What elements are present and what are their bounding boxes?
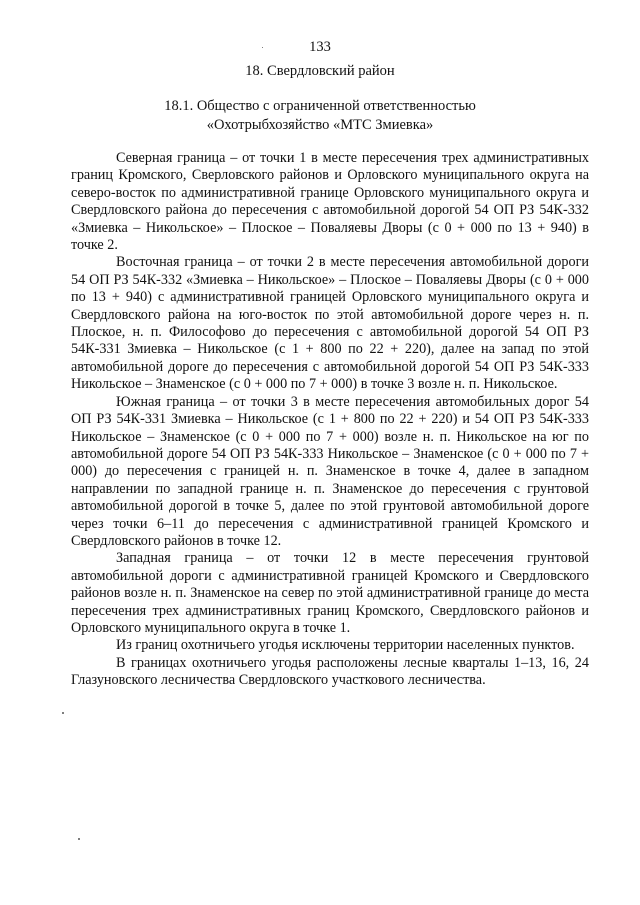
subsection-title-line-2: «Охотрыбхозяйство «МТС Змиевка» — [206, 116, 434, 133]
scan-speck — [62, 712, 64, 714]
paragraph-exclusions: Из границ охотничьего угодья исключены территории населенных пунктов. — [116, 637, 575, 654]
subsection-title — [0, 97, 640, 134]
paragraph-east-border: Восточная граница – от точки 2 в месте пересечения автомобильной дороги 54 ОП РЗ 54К-332 «Змиевка – Никольское» – Плоское – Поваляевы Дворы (с 0 + 000 по 13 + 940) с административной границей Орловского муниципального округа и Свердловского района на юго-восток по этой автомобильной дороге через н. п. Плоское, н. п. Философово до пересечения с автомобильной дорогой 54 ОП РЗ 54К-331 Змиевка – Никольское (с 1 + 800 по 22 + 220), далее на запад по этой автомобильной дороге до пересечения с автомобильной дорогой 54 ОП РЗ 54К-333 Никольское – Знаменское (с 0 + 000 по 7 + 000) в точке 3 возле н. п. Никольское. — [71, 254, 589, 393]
section-title: 18. Свердловский район — [245, 63, 395, 79]
paragraph-south-border: Южная граница – от точки 3 в месте пересечения автомобильных дорог 54 ОП РЗ 54К-331 Змиевка – Никольское (с 1 + 800 по 22 + 220) и 54 ОП РЗ 54К-333 Никольское – Знаменское (с 0 + 000 по 7 + 000) возле н. п. Никольское на юг по автомобильной дороге 54 ОП РЗ 54К-333 Никольское – Знаменское (с 0 + 000 по 7 + 000) до пересечения с границей н. п. Знаменское в точке 4, далее в западном направлении по западной границе н. п. Знаменское до пересечения с грунтовой автомобильной дорогой в точке 5, далее по этой грунтовой автомобильной дороге через точки 6–11 до пересечения с административной границей Кромского и Свердловского районов в точке 12. — [71, 393, 589, 549]
paragraph-north-border: Северная граница – от точки 1 в месте пересечения трех административных границ Кромского, Сверловского районов и Орловского муниципального округа на северо-восток по административной границе Орловского муниципального округа и Свердловского района до пересечения с автомобильной дорогой 54 ОП РЗ 54К-332 «Змиевка – Никольское» – Плоское – Поваляевы Дворы (с 0 + 000 по 13 + 940) в точке 2. — [71, 150, 589, 254]
document-body — [71, 150, 589, 690]
scan-speck — [78, 838, 80, 840]
paragraph-forest-quarters: В границах охотничьего угодья расположены лесные кварталы 1–13, 16, 24 Глазуновского лесничества Свердловского участкового лесничества. — [71, 654, 589, 689]
subsection-title-line-1: 18.1. Общество с ограниченной ответственностью — [164, 98, 476, 114]
page-number: 133 — [309, 39, 331, 55]
scan-speck — [262, 47, 263, 48]
paragraph-west-border: Западная граница – от точки 12 в месте пересечения грунтовой автомобильной дороги с административной границей Кромского и Свердловского районов возле н. п. Знаменское на север по этой административной границе до места пересечения трех административных границ Кромского, Свердловского районов и Орловского муниципального округа в точке 1. — [71, 550, 589, 636]
